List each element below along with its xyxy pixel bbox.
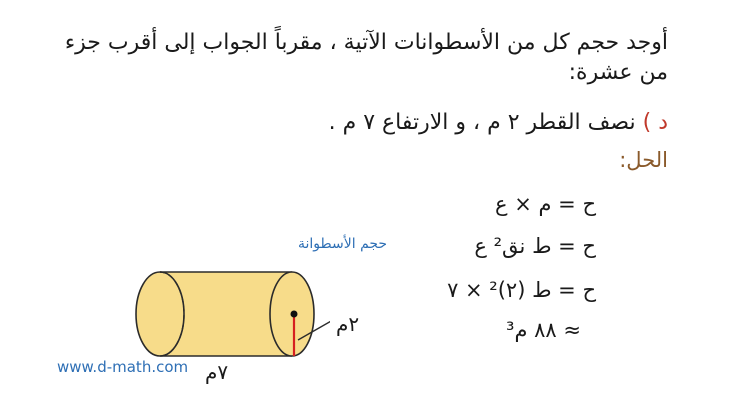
radius-label: ٢م	[336, 312, 360, 336]
part-d	[329, 110, 668, 135]
cylinder-figure	[120, 258, 330, 368]
figure-caption: حجم الأسطوانة	[298, 236, 388, 252]
part-letter: د )	[642, 110, 668, 135]
center-dot	[291, 311, 298, 318]
part-statement: نصف القطر ٢ م ، و الارتفاع ٧ م .	[328, 110, 636, 135]
solution-step-3: ح = ط (٢)² × ٧	[447, 278, 596, 302]
solution-step-1: ح = م × ع	[495, 192, 596, 216]
watermark-url: www.d-math.com	[57, 358, 189, 376]
solution-step-2: ح = ط نق² ع	[474, 234, 596, 258]
question-text: أوجد حجم كل من الأسطوانات الآتية ، مقرباً الجواب إلى أقرب جزء من عشرة:	[64, 30, 668, 85]
height-label: ٧م	[205, 360, 229, 384]
solution-step-4: ≈ ٨٨ م³	[506, 318, 581, 342]
solution-heading: الحل:	[619, 148, 668, 172]
